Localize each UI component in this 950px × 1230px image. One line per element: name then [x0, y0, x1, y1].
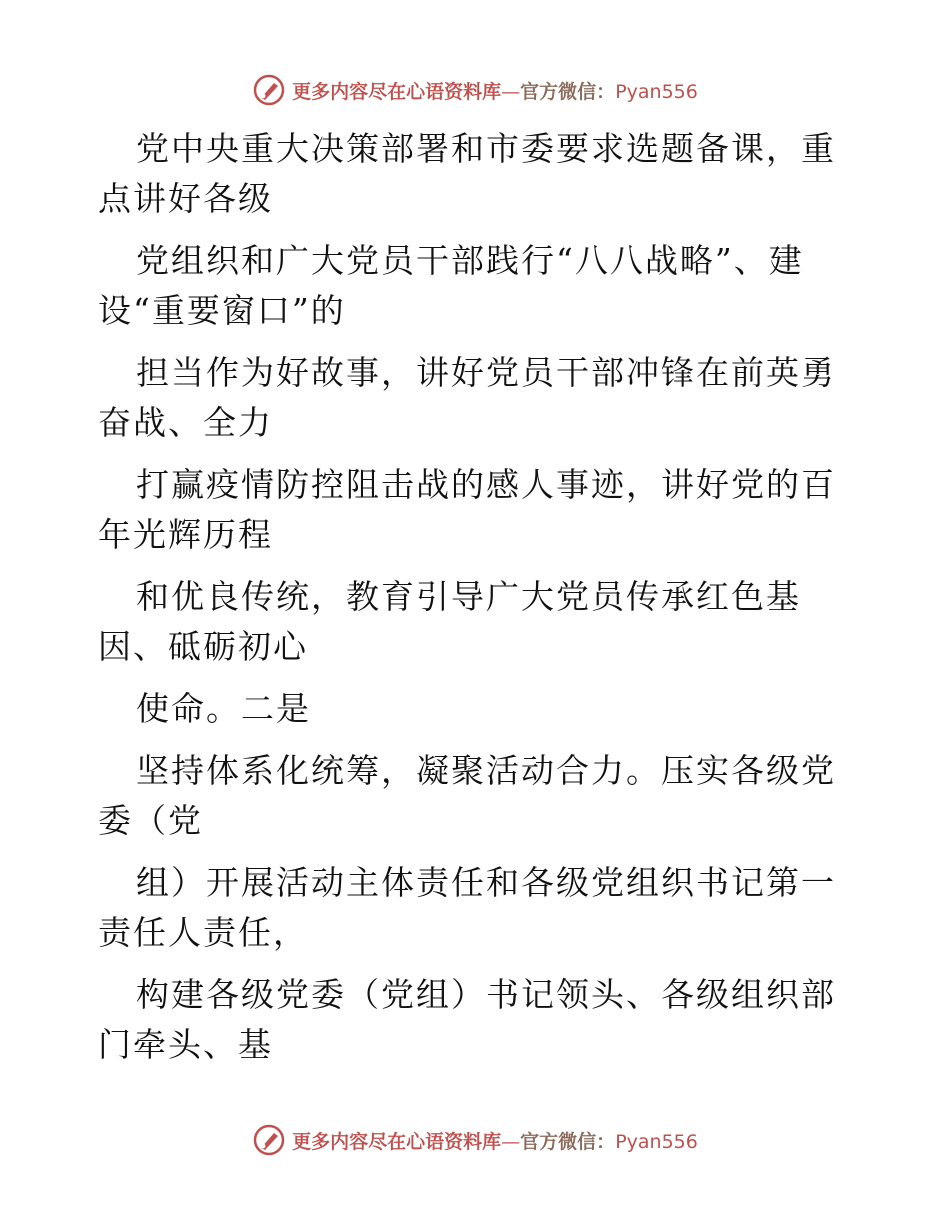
- header-banner-text: [292, 77, 698, 104]
- footer-banner-text: [292, 1127, 698, 1154]
- header-brand: 更多内容尽在心语资料库: [292, 80, 502, 103]
- pen-logo-icon: [252, 73, 286, 107]
- paragraph: 党中央重大决策部署和市委要求选题备课，重点讲好各级: [98, 129, 836, 218]
- document-body: [98, 124, 858, 1082]
- page-header-banner: [0, 72, 950, 108]
- paragraph: 担当作为好故事，讲好党员干部冲锋在前英勇奋战、全力: [98, 353, 836, 442]
- header-official-label: 官方微信：: [520, 80, 616, 103]
- footer-brand: 更多内容尽在心语资料库: [292, 1130, 502, 1153]
- paragraph: 组）开展活动主体责任和各级党组织书记第一责任人责任，: [98, 863, 836, 952]
- header-wechat-id: Pyan556: [615, 80, 698, 103]
- paragraph: 和优良传统，教育引导广大党员传承红色基因、砥砺初心: [98, 577, 801, 666]
- paragraph: 党组织和广大党员干部践行“八八战略”、建设“重要窗口”的: [98, 241, 804, 330]
- paragraph: 构建各级党委（党组）书记领头、各级组织部门牵头、基: [98, 975, 836, 1064]
- footer-dash: —: [501, 1130, 521, 1153]
- footer-official-label: 官方微信：: [520, 1130, 616, 1153]
- paragraph: 坚持体系化统筹，凝聚活动合力。压实各级党委（党: [98, 751, 836, 840]
- paragraph: 打赢疫情防控阻击战的感人事迹，讲好党的百年光辉历程: [98, 465, 836, 554]
- footer-wechat-id: Pyan556: [615, 1130, 698, 1153]
- header-dash: —: [501, 80, 521, 103]
- pen-logo-icon: [252, 1123, 286, 1157]
- paragraph: 使命。二是: [136, 689, 311, 728]
- page-footer-banner: [0, 1122, 950, 1158]
